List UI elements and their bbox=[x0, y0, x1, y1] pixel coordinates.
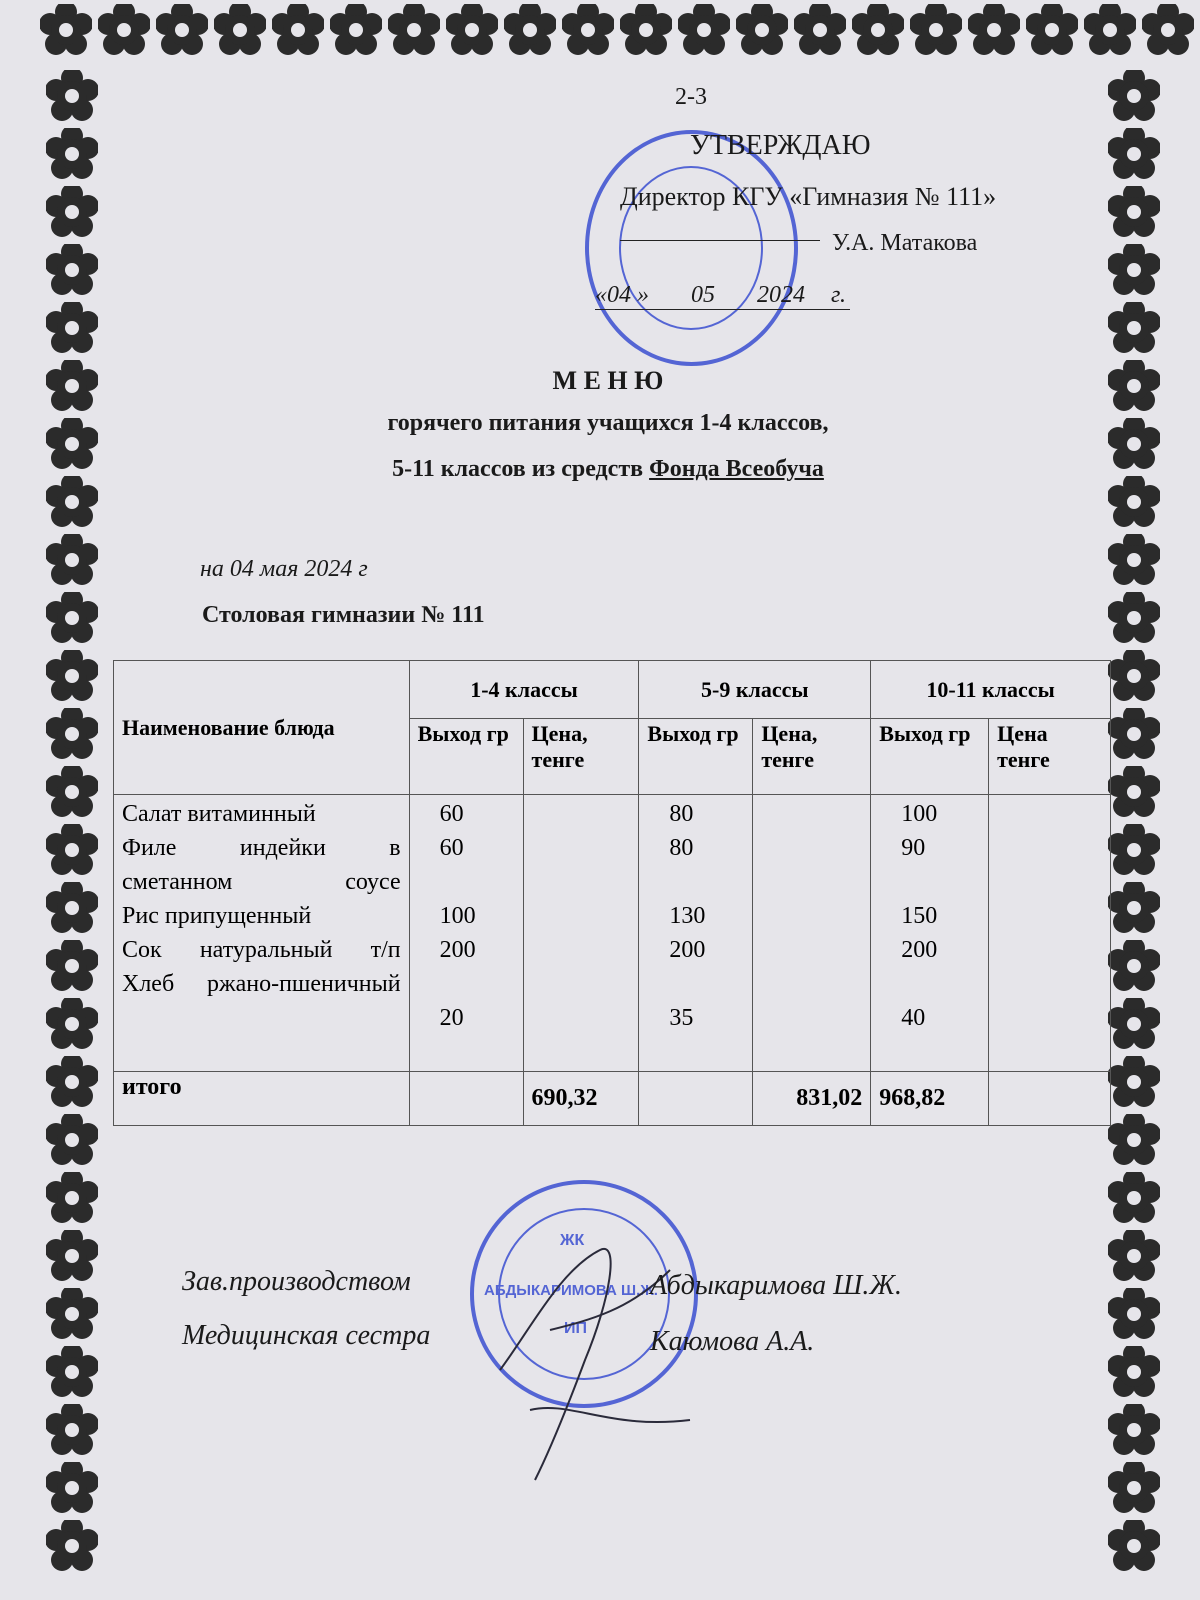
border-flower-icon bbox=[968, 4, 1020, 56]
yield-value: 60 bbox=[439, 801, 464, 827]
border-flower-icon bbox=[388, 4, 440, 56]
price-cell-10-11 bbox=[989, 795, 1111, 1072]
approval-stamp-icon bbox=[585, 130, 798, 366]
border-flower-icon bbox=[46, 418, 98, 470]
border-flower-icon bbox=[562, 4, 614, 56]
approval-signatory: У.А. Матакова bbox=[832, 230, 978, 256]
yield-value: 60 bbox=[439, 835, 464, 861]
total-yield-1-4 bbox=[409, 1072, 523, 1126]
yield-value: 150 bbox=[901, 903, 938, 929]
menu-subtitle-2 bbox=[110, 456, 1106, 483]
menu-table bbox=[113, 660, 1111, 1126]
total-price-1-4: 690,32 bbox=[523, 1072, 639, 1126]
date-month: 05 bbox=[691, 282, 715, 308]
yield-value: 40 bbox=[901, 1005, 926, 1031]
page-number: 2-3 bbox=[675, 84, 707, 110]
yield-value: 100 bbox=[901, 801, 938, 827]
dish-name: Рис припущенный bbox=[122, 903, 312, 929]
subheader-yield-2: Выход гр bbox=[639, 719, 753, 795]
border-flower-icon bbox=[46, 476, 98, 528]
border-flower-icon bbox=[156, 4, 208, 56]
name-production-head: Абдыкаримова Ш.Ж. bbox=[650, 1270, 902, 1301]
border-flower-icon bbox=[1108, 1172, 1160, 1224]
border-flower-icon bbox=[1108, 476, 1160, 528]
yield-value: 200 bbox=[669, 937, 706, 963]
border-flower-icon bbox=[1108, 534, 1160, 586]
signature-line bbox=[620, 240, 820, 241]
border-flower-icon bbox=[46, 650, 98, 702]
border-flower-icon bbox=[1108, 1114, 1160, 1166]
approval-date bbox=[595, 282, 850, 310]
border-flower-icon bbox=[98, 4, 150, 56]
group-header-1-4: 1-4 классы bbox=[409, 661, 639, 719]
total-price-10-11 bbox=[989, 1072, 1111, 1126]
funding-prefix: 5-11 классов из средств bbox=[392, 456, 650, 482]
yield-cell-5-9 bbox=[639, 795, 753, 1072]
border-flower-icon bbox=[46, 70, 98, 122]
total-yield-10-11: 968,82 bbox=[871, 1072, 989, 1126]
border-flower-icon bbox=[1108, 1404, 1160, 1456]
border-flower-icon bbox=[1108, 1346, 1160, 1398]
date-day: «04 » bbox=[595, 282, 649, 308]
menu-subtitle-1: горячего питания учащихся 1-4 классов, bbox=[387, 410, 829, 436]
border-flower-icon bbox=[910, 4, 962, 56]
border-flower-icon bbox=[46, 824, 98, 876]
border-flower-icon bbox=[1108, 708, 1160, 760]
border-flower-icon bbox=[46, 1346, 98, 1398]
menu-date: на 04 мая 2024 г bbox=[200, 556, 368, 582]
border-flower-icon bbox=[46, 534, 98, 586]
border-flower-icon bbox=[46, 708, 98, 760]
dish-name: Сок натуральный т/п bbox=[122, 937, 401, 963]
yield-value: 90 bbox=[901, 835, 926, 861]
border-flower-icon bbox=[794, 4, 846, 56]
border-flower-icon bbox=[1108, 882, 1160, 934]
dish-name: Хлеб ржано-пшеничный bbox=[122, 971, 401, 997]
border-flower-icon bbox=[46, 766, 98, 818]
date-suffix: г. bbox=[831, 282, 847, 308]
border-flower-icon bbox=[1108, 1056, 1160, 1108]
border-flower-icon bbox=[736, 4, 788, 56]
border-flower-icon bbox=[1108, 1462, 1160, 1514]
border-flower-icon bbox=[46, 302, 98, 354]
border-flower-icon bbox=[1142, 4, 1194, 56]
border-flower-icon bbox=[1108, 1520, 1160, 1572]
border-flower-icon bbox=[46, 186, 98, 238]
border-flower-icon bbox=[1108, 998, 1160, 1050]
date-year: 2024 bbox=[757, 282, 805, 308]
border-flower-icon bbox=[1084, 4, 1136, 56]
border-flower-icon bbox=[678, 4, 730, 56]
border-flower-icon bbox=[1108, 940, 1160, 992]
price-cell-1-4 bbox=[523, 795, 639, 1072]
canteen-name: Столовая гимназии № 111 bbox=[202, 602, 485, 628]
border-flower-icon bbox=[46, 592, 98, 644]
border-flower-icon bbox=[46, 998, 98, 1050]
subheader-yield-1: Выход гр bbox=[409, 719, 523, 795]
border-flower-icon bbox=[1108, 650, 1160, 702]
dish-list-cell bbox=[114, 795, 410, 1072]
approval-position: Директор КГУ «Гимназия № 111» bbox=[620, 182, 997, 211]
decorative-border-top bbox=[40, 4, 1180, 70]
border-flower-icon bbox=[1108, 592, 1160, 644]
border-flower-icon bbox=[446, 4, 498, 56]
document-content bbox=[110, 70, 1106, 1600]
border-flower-icon bbox=[46, 244, 98, 296]
border-flower-icon bbox=[1108, 418, 1160, 470]
border-flower-icon bbox=[46, 360, 98, 412]
border-flower-icon bbox=[1026, 4, 1078, 56]
border-flower-icon bbox=[46, 940, 98, 992]
yield-value: 80 bbox=[669, 801, 694, 827]
border-flower-icon bbox=[1108, 70, 1160, 122]
total-label: итого bbox=[114, 1072, 410, 1126]
border-flower-icon bbox=[40, 4, 92, 56]
dish-name: Салат витаминный bbox=[122, 801, 316, 827]
yield-value: 35 bbox=[669, 1005, 694, 1031]
total-yield-5-9 bbox=[639, 1072, 753, 1126]
border-flower-icon bbox=[620, 4, 672, 56]
decorative-border-left bbox=[46, 70, 108, 1600]
group-header-5-9: 5-9 классы bbox=[639, 661, 871, 719]
group-header-10-11: 10-11 классы bbox=[871, 661, 1111, 719]
menu-title: М Е Н Ю bbox=[552, 366, 664, 395]
border-flower-icon bbox=[1108, 766, 1160, 818]
stamp-line-3: ИП bbox=[564, 1320, 587, 1337]
border-flower-icon bbox=[46, 1230, 98, 1282]
name-nurse: Каюмова А.А. bbox=[650, 1326, 815, 1357]
border-flower-icon bbox=[46, 1462, 98, 1514]
dish-column-header: Наименование блюда bbox=[114, 661, 410, 795]
yield-value: 130 bbox=[669, 903, 706, 929]
subheader-price-3: Цена тенге bbox=[989, 719, 1111, 795]
border-flower-icon bbox=[504, 4, 556, 56]
border-flower-icon bbox=[46, 1520, 98, 1572]
yield-value: 200 bbox=[439, 937, 476, 963]
border-flower-icon bbox=[330, 4, 382, 56]
border-flower-icon bbox=[46, 128, 98, 180]
funding-source: Фонда Всеобуча bbox=[649, 456, 824, 482]
border-flower-icon bbox=[46, 1172, 98, 1224]
role-production-head: Зав.производством bbox=[182, 1266, 411, 1297]
table-row-body bbox=[114, 795, 1111, 1072]
border-flower-icon bbox=[46, 1056, 98, 1108]
border-flower-icon bbox=[1108, 244, 1160, 296]
border-flower-icon bbox=[1108, 360, 1160, 412]
subheader-price-2: Цена, тенге bbox=[753, 719, 871, 795]
border-flower-icon bbox=[1108, 824, 1160, 876]
border-flower-icon bbox=[46, 1404, 98, 1456]
dish-name: Филе индейки в сметанном соусе bbox=[122, 835, 401, 895]
border-flower-icon bbox=[1108, 1288, 1160, 1340]
table-row-total bbox=[114, 1072, 1111, 1126]
border-flower-icon bbox=[1108, 186, 1160, 238]
border-flower-icon bbox=[46, 1288, 98, 1340]
yield-value: 20 bbox=[439, 1005, 464, 1031]
border-flower-icon bbox=[1108, 128, 1160, 180]
border-flower-icon bbox=[46, 882, 98, 934]
yield-value: 200 bbox=[901, 937, 938, 963]
yield-cell-10-11 bbox=[871, 795, 989, 1072]
approval-title: УТВЕРЖДАЮ bbox=[690, 130, 871, 161]
yield-value: 100 bbox=[439, 903, 476, 929]
border-flower-icon bbox=[46, 1114, 98, 1166]
yield-cell-1-4 bbox=[409, 795, 523, 1072]
border-flower-icon bbox=[272, 4, 324, 56]
stamp-line-1: АБДЫКАРИМОВА Ш.Ж. bbox=[484, 1282, 658, 1299]
role-nurse: Медицинская сестра bbox=[182, 1320, 431, 1351]
border-flower-icon bbox=[852, 4, 904, 56]
decorative-border-right bbox=[1108, 70, 1170, 1600]
total-price-5-9: 831,02 bbox=[753, 1072, 871, 1126]
border-flower-icon bbox=[1108, 302, 1160, 354]
border-flower-icon bbox=[1108, 1230, 1160, 1282]
yield-value: 80 bbox=[669, 835, 694, 861]
border-flower-icon bbox=[214, 4, 266, 56]
price-cell-5-9 bbox=[753, 795, 871, 1072]
subheader-price-1: Цена, тенге bbox=[523, 719, 639, 795]
stamp-line-2: ЖК bbox=[560, 1232, 585, 1249]
subheader-yield-3: Выход гр bbox=[871, 719, 989, 795]
